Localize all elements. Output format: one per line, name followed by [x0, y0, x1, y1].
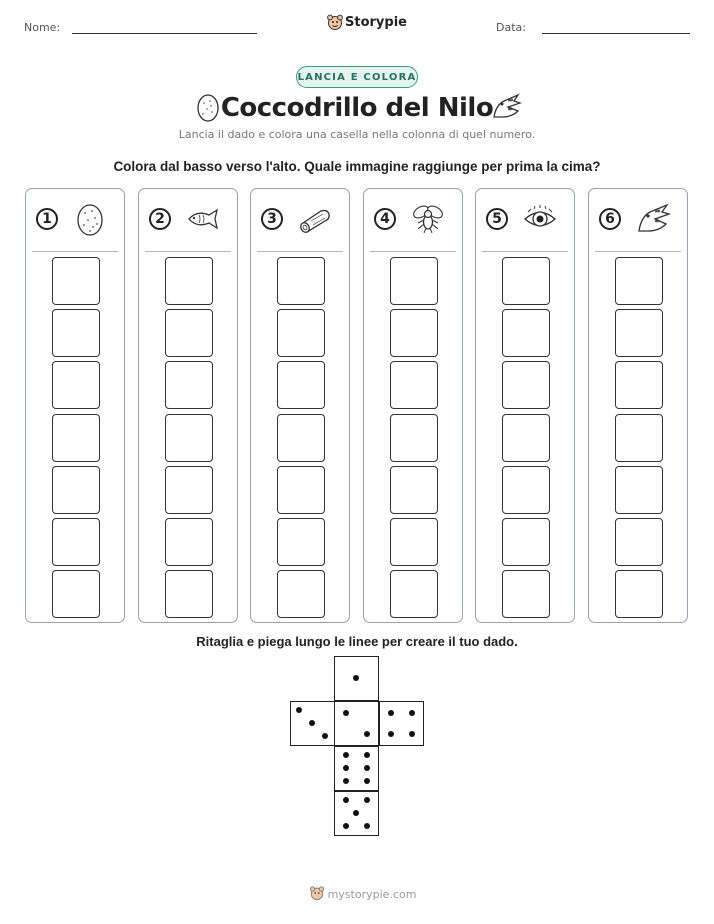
color-box[interactable]	[615, 518, 663, 566]
crocodile-head-icon	[635, 201, 671, 237]
color-box[interactable]	[52, 518, 100, 566]
dice-face-3	[290, 701, 335, 746]
color-box[interactable]	[615, 466, 663, 514]
fish-icon	[185, 201, 221, 237]
dice-pip	[343, 710, 349, 716]
color-box[interactable]	[502, 257, 550, 305]
column-5	[475, 188, 575, 623]
color-box[interactable]	[390, 518, 438, 566]
dice-pip	[364, 797, 370, 803]
dice-pip	[364, 765, 370, 771]
color-box[interactable]	[277, 257, 325, 305]
color-box[interactable]	[615, 570, 663, 618]
dice-instruction: Ritaglia e piega lungo le linee per creare il tuo dado.	[196, 634, 518, 649]
column-divider	[32, 251, 118, 252]
storypie-logo-icon	[326, 13, 344, 31]
column-3	[250, 188, 350, 623]
dice-face-4	[379, 701, 424, 746]
column-divider	[482, 251, 568, 252]
column-2	[138, 188, 238, 623]
color-box[interactable]	[277, 570, 325, 618]
color-box[interactable]	[277, 518, 325, 566]
color-box[interactable]	[615, 361, 663, 409]
color-box[interactable]	[52, 257, 100, 305]
color-box[interactable]	[52, 466, 100, 514]
page-title: Coccodrillo del Nilo	[220, 93, 494, 123]
column-number: 3	[261, 208, 283, 230]
column-number: 6	[599, 208, 621, 230]
color-box[interactable]	[502, 309, 550, 357]
color-box[interactable]	[390, 570, 438, 618]
dice-pip	[409, 710, 415, 716]
column-divider	[257, 251, 343, 252]
column-divider	[370, 251, 456, 252]
activity-badge: LANCIA E COLORA	[296, 66, 418, 88]
color-box[interactable]	[615, 257, 663, 305]
dice-pip	[388, 710, 394, 716]
dice-face-1	[334, 656, 379, 701]
date-label: Data:	[496, 21, 526, 34]
date-line[interactable]	[542, 33, 690, 34]
dice-pip	[409, 731, 415, 737]
column-number: 2	[149, 208, 171, 230]
dice-pip	[309, 720, 315, 726]
name-line[interactable]	[72, 33, 257, 34]
color-box[interactable]	[390, 309, 438, 357]
name-label: Nome:	[24, 21, 61, 34]
color-box[interactable]	[390, 257, 438, 305]
dice-pip	[296, 707, 302, 713]
color-box[interactable]	[52, 570, 100, 618]
dice-pip	[343, 823, 349, 829]
log-icon	[297, 201, 333, 237]
column-number: 4	[374, 208, 396, 230]
color-box[interactable]	[165, 309, 213, 357]
dice-pip	[353, 810, 359, 816]
column-divider	[595, 251, 681, 252]
color-box[interactable]	[502, 414, 550, 462]
color-box[interactable]	[165, 466, 213, 514]
color-box[interactable]	[165, 570, 213, 618]
dice-pip	[343, 797, 349, 803]
column-6	[588, 188, 688, 623]
dice-face-6	[334, 746, 379, 791]
color-box[interactable]	[52, 309, 100, 357]
color-box[interactable]	[390, 414, 438, 462]
dice-pip	[364, 823, 370, 829]
dice-face-2	[334, 701, 379, 746]
color-box[interactable]	[502, 570, 550, 618]
brand-name: Storypie	[345, 15, 407, 30]
crocodile-head-icon	[490, 91, 522, 123]
color-box[interactable]	[615, 309, 663, 357]
color-box[interactable]	[52, 361, 100, 409]
color-box[interactable]	[165, 257, 213, 305]
color-box[interactable]	[277, 466, 325, 514]
color-box[interactable]	[390, 466, 438, 514]
color-box[interactable]	[165, 361, 213, 409]
coloring-instruction: Colora dal basso verso l'alto. Quale immagine raggiunge per prima la cima?	[113, 159, 601, 174]
column-number: 5	[486, 208, 508, 230]
egg-icon	[72, 201, 108, 237]
dice-pip	[322, 733, 328, 739]
color-box[interactable]	[502, 361, 550, 409]
color-box[interactable]	[615, 414, 663, 462]
dice-pip	[388, 731, 394, 737]
color-box[interactable]	[277, 414, 325, 462]
footer-url: mystorypie.com	[327, 888, 417, 901]
color-box[interactable]	[165, 518, 213, 566]
column-1	[25, 188, 125, 623]
dice-face-5	[334, 791, 379, 836]
color-box[interactable]	[52, 414, 100, 462]
color-box[interactable]	[165, 414, 213, 462]
dice-pip	[364, 752, 370, 758]
color-box[interactable]	[277, 361, 325, 409]
color-box[interactable]	[390, 361, 438, 409]
column-4	[363, 188, 463, 623]
page-subtitle: Lancia il dado e colora una casella nella colonna di quel numero.	[178, 128, 536, 141]
dice-pip	[343, 778, 349, 784]
eye-icon	[522, 201, 558, 237]
dice-pip	[353, 675, 359, 681]
dice-pip	[343, 765, 349, 771]
color-box[interactable]	[502, 518, 550, 566]
dice-pip	[343, 752, 349, 758]
fly-icon	[410, 201, 446, 237]
column-divider	[145, 251, 231, 252]
dice-pip	[364, 731, 370, 737]
color-box[interactable]	[502, 466, 550, 514]
column-number: 1	[36, 208, 58, 230]
color-box[interactable]	[277, 309, 325, 357]
dice-pip	[364, 778, 370, 784]
